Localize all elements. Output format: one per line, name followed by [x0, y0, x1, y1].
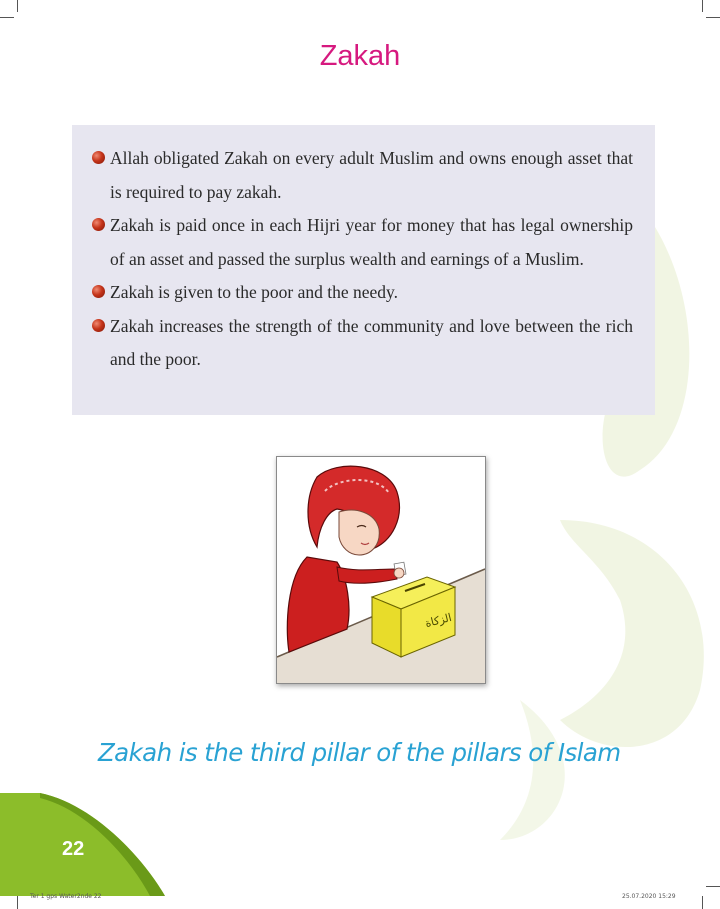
crop-mark [706, 886, 720, 887]
print-footer-left: Ter 1 gps Water2nde 22 [30, 893, 102, 900]
crop-mark [702, 0, 703, 12]
bullet-box [72, 125, 655, 415]
pillar-statement: Zakah is the third pillar of the pillars of Islam [98, 738, 621, 767]
bullet-text: Zakah is given to the poor and the needy. [110, 282, 399, 302]
girl-donating-illustration [277, 457, 485, 683]
zakah-illustration [276, 456, 486, 684]
bullet-text: Allah obligated Zakah on every adult Muslim and owns enough asset that is required to pay zakah. [110, 148, 633, 202]
bullet-text: Zakah is paid once in each Hijri year for money that has legal ownership of an asset and passed the surplus wealth and earnings of a Muslim. [110, 215, 633, 269]
bullet-dot-icon [92, 151, 105, 164]
bullet-text: Zakah increases the strength of the community and love between the rich and the poor. [110, 315, 633, 369]
bullet-dot-icon [92, 285, 105, 298]
crop-mark [17, 0, 18, 12]
bullet-dot-icon [92, 319, 105, 332]
page-title: Zakah [319, 40, 401, 72]
zakah-box-label: الزكاة [423, 610, 454, 631]
crop-mark [0, 17, 14, 18]
bullet-item [92, 142, 633, 209]
bullet-item [92, 276, 633, 310]
crop-mark [702, 896, 703, 909]
page-number: 22 [62, 838, 85, 860]
page-number-tab [0, 793, 170, 903]
bullet-item [92, 310, 633, 377]
crop-mark [706, 17, 720, 18]
print-footer-right: 25.07.2020 15:29 [622, 893, 676, 900]
bullet-item [92, 209, 633, 276]
bullet-dot-icon [92, 218, 105, 231]
